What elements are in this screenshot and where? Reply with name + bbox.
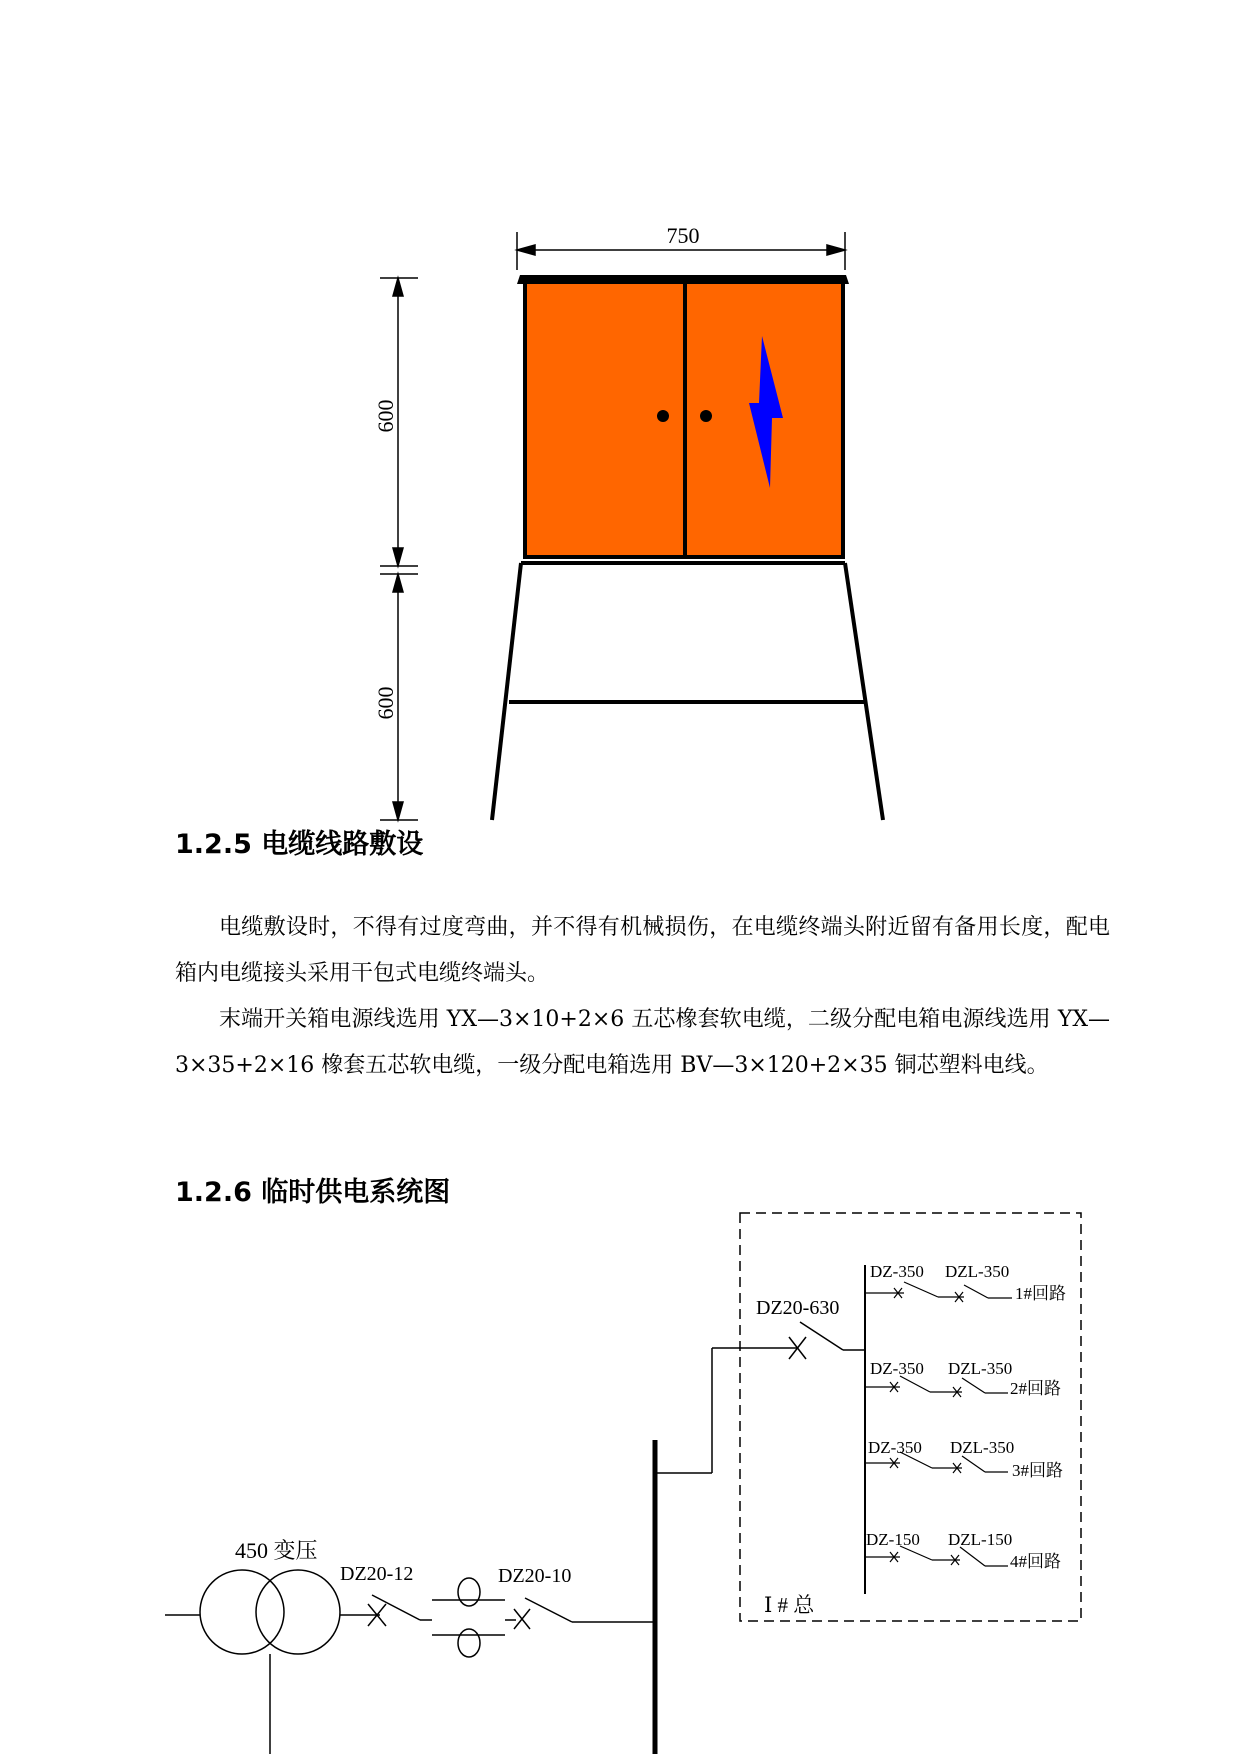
- circuit-4: [865, 1546, 1008, 1566]
- circuit-3-leakage: DZL-350: [950, 1438, 1015, 1457]
- paragraph: 末端开关箱电源线选用 YX—3×10+2×6 五芯橡套软电缆，二级分配电箱电源线选用 YX—3×35+2×16 橡套五芯软电缆，一级分配电箱选用 BV—3×120+2×35 铜芯塑料电线。: [175, 1007, 1110, 1078]
- width-dim-label: 750: [666, 223, 700, 248]
- main-box-label: Ⅰ # 总: [764, 1593, 815, 1617]
- power-system-diagram: [0, 1200, 1241, 1754]
- section-heading-cable: 1.2.5 电缆线路敷设: [175, 829, 424, 860]
- circuit-3-breaker: DZ-350: [868, 1438, 922, 1457]
- main-breaker-label: DZ20-630: [756, 1297, 840, 1319]
- door-handle-right: [700, 410, 712, 422]
- stand-height-dim-label: 600: [373, 686, 398, 720]
- distribution-box-drawing: [0, 0, 1241, 830]
- transformer-label: 450 变压: [235, 1538, 318, 1563]
- door-handle-left: [657, 410, 669, 422]
- feeder-line: [655, 1322, 843, 1473]
- section-heading-system: 1.2.6 临时供电系统图: [175, 1177, 451, 1208]
- paragraph: 电缆敷设时，不得有过度弯曲，并不得有机械损伤，在电缆终端头附近留有备用长度，配电箱内电缆接头采用干包式电缆终端头。: [175, 915, 1110, 986]
- circuit-4-label: 4#回路: [1010, 1552, 1061, 1571]
- circuit-1-label: 1#回路: [1015, 1284, 1066, 1303]
- height-dimension: [380, 278, 418, 820]
- breaker-2-symbol: [514, 1598, 655, 1629]
- breaker-1-label: DZ20-12: [340, 1563, 414, 1585]
- circuit-1-leakage: DZL-350: [945, 1262, 1010, 1281]
- circuit-2-label: 2#回路: [1010, 1379, 1061, 1398]
- breaker-2-label: DZ20-10: [498, 1565, 572, 1587]
- circuit-2-leakage: DZL-350: [948, 1359, 1013, 1378]
- circuit-3-label: 3#回路: [1012, 1461, 1063, 1480]
- circuit-4-leakage: DZL-150: [948, 1530, 1013, 1549]
- transformer-symbol: [165, 1570, 365, 1754]
- box-stand: [492, 563, 883, 820]
- isolator-symbol: [432, 1578, 516, 1657]
- circuit-4-breaker: DZ-150: [866, 1530, 920, 1549]
- box-height-dim-label: 600: [373, 399, 398, 433]
- circuit-1: [865, 1282, 1012, 1302]
- breaker-1-symbol: [365, 1595, 432, 1626]
- circuit-2-breaker: DZ-350: [870, 1359, 924, 1378]
- circuit-2: [865, 1376, 1008, 1397]
- circuit-1-breaker: DZ-350: [870, 1262, 924, 1281]
- cable-paragraphs: [175, 905, 1110, 1089]
